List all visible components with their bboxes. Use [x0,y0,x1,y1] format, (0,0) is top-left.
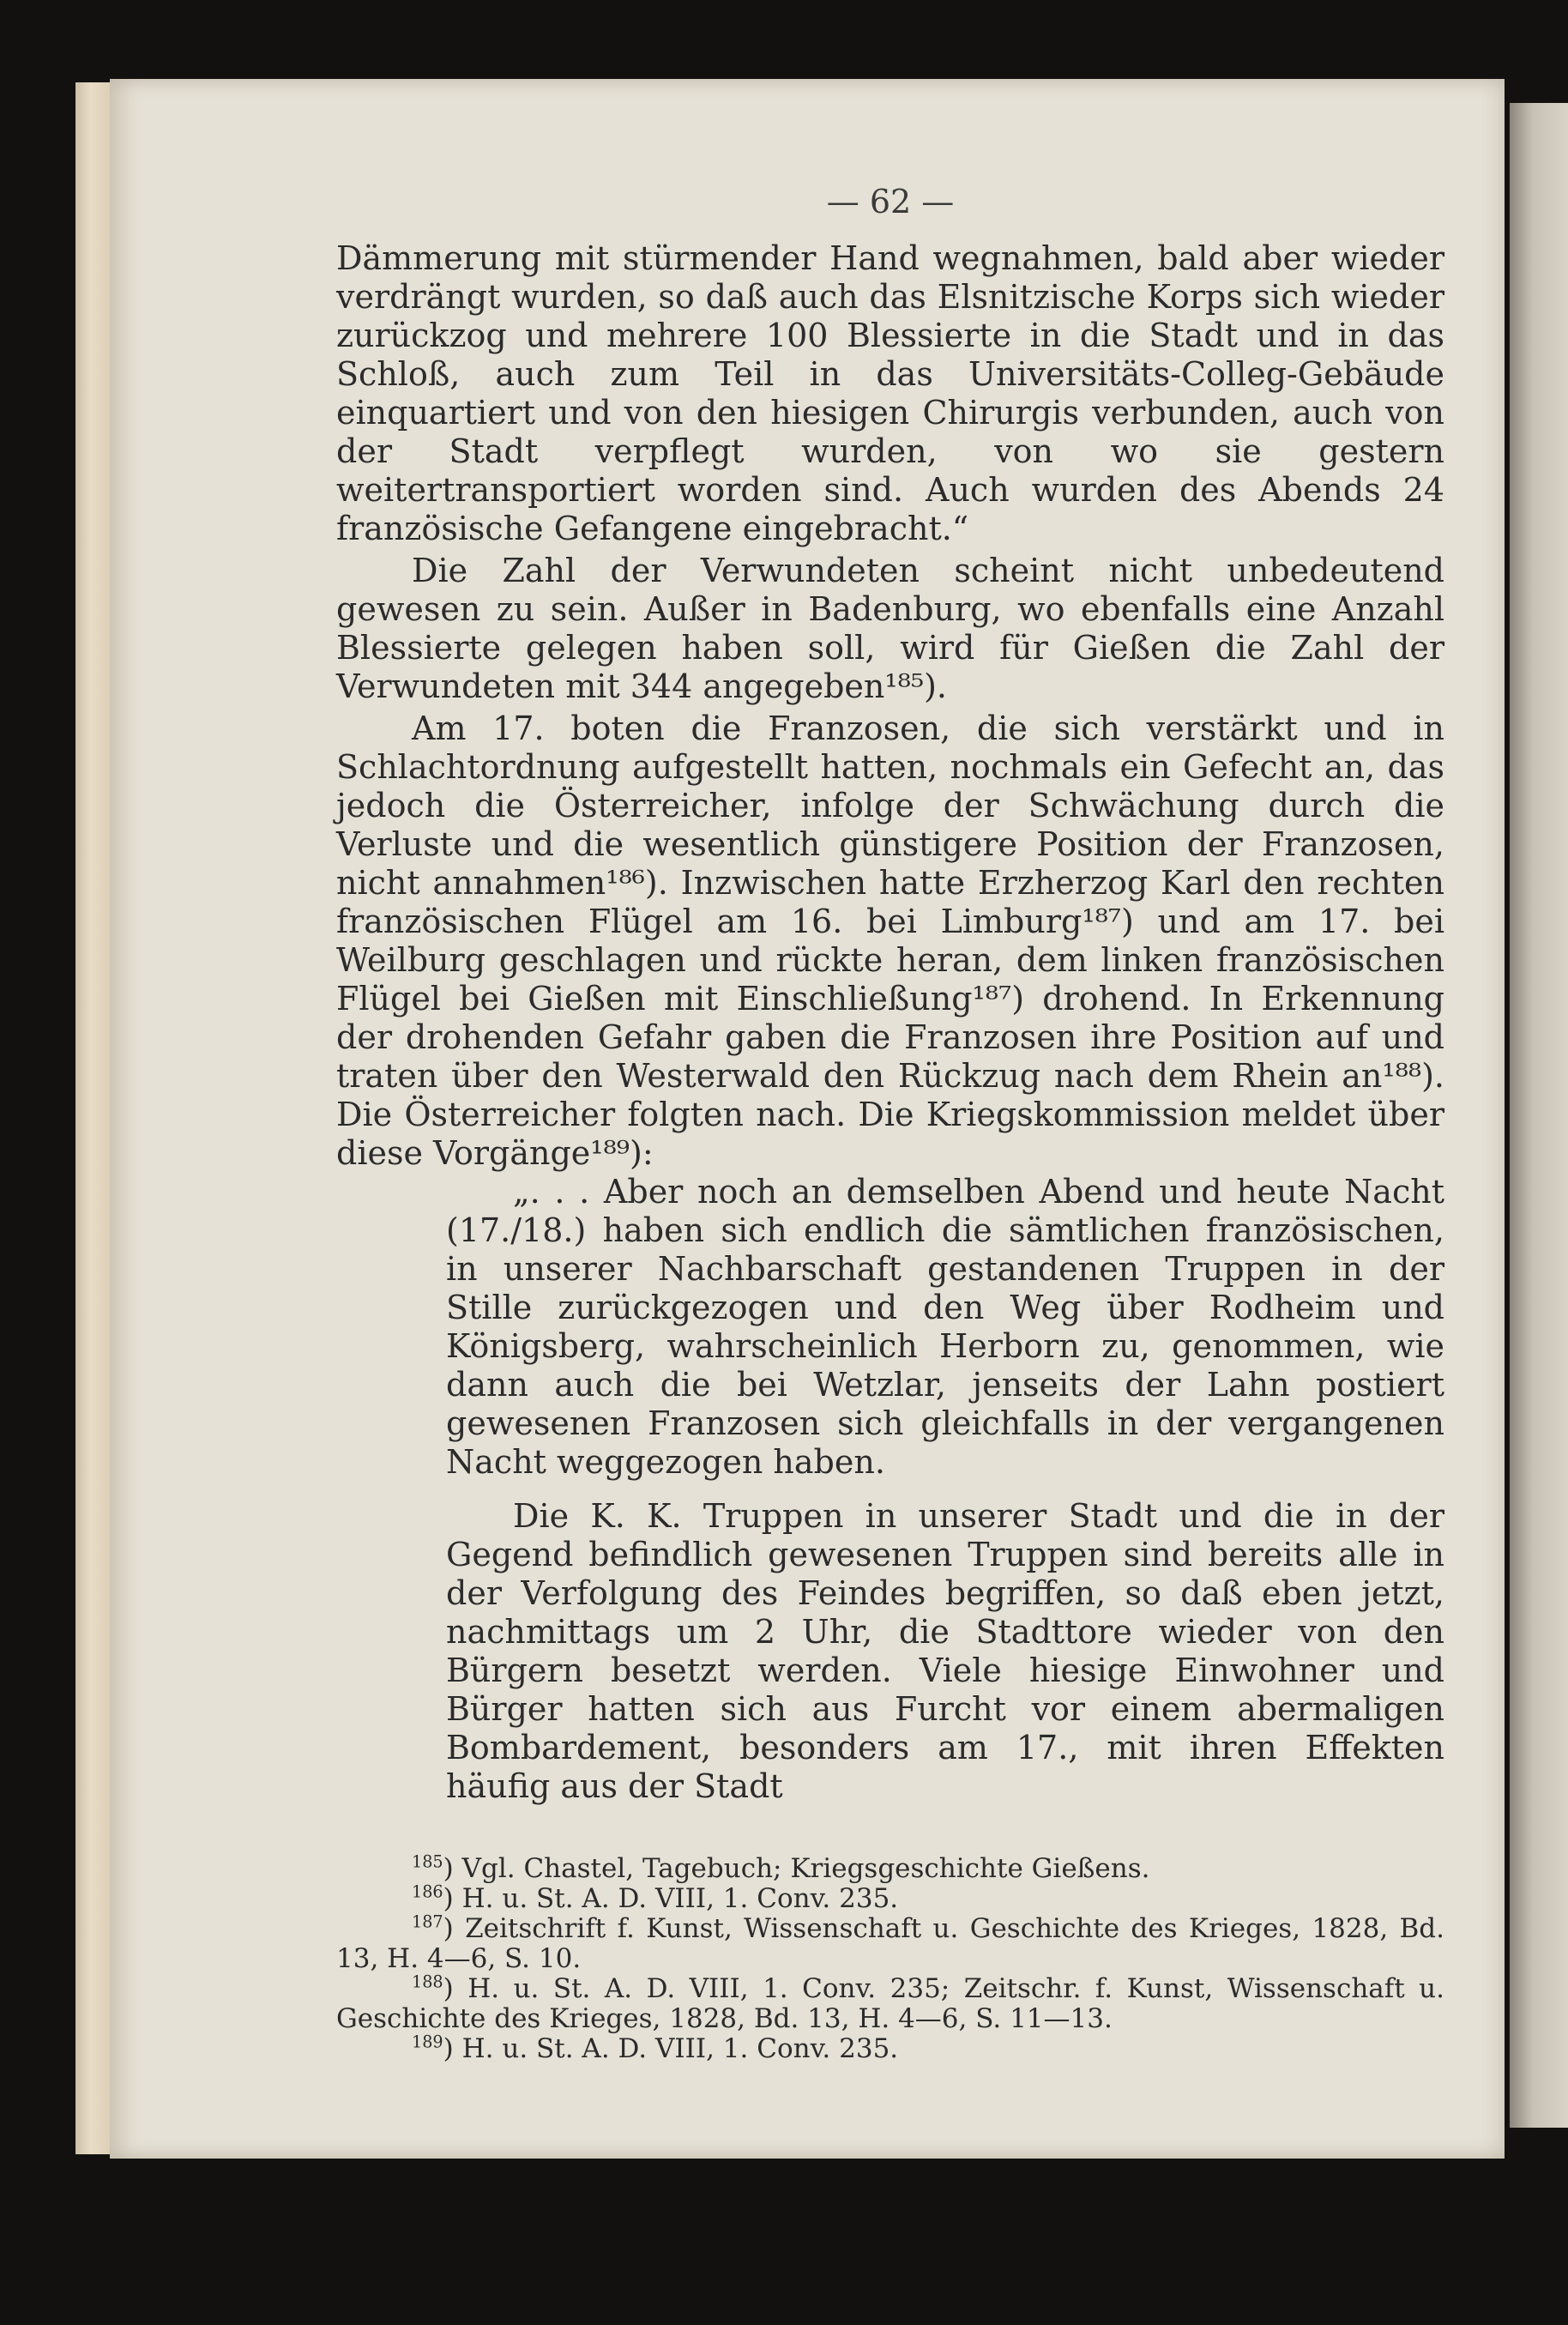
footnote-number: 186 [412,1881,443,1902]
page-content [336,176,1444,2064]
footnote-text: H. u. St. A. D. VIII, 1. Conv. 235. [461,2033,899,2064]
page-number: — 62 — [826,183,955,220]
footnote-186: $^{186}$) H. u. St. A. D. VIII, 1. Conv. 235. [412,1881,899,1914]
footnote-text: H. u. St. A. D. VIII, 1. Conv. 235. [461,1883,899,1914]
footnote-185: $^{185}$) Vgl. Chastel, Tagebuch; Kriegsgeschichte Gießens. [412,1851,1150,1884]
paragraph-1: Dämmerung mit stürmender Hand wegnahmen, bald aber wieder verdrängt wurden, so daß auch das Elsnitzische Korps sich wieder zurückzog und mehrere 100 Blessierte in die Stadt und in das Schloß, auch zum Teil in das Universitäts-Colleg-Gebäude einquartiert und von den hiesigen Chirurgis verbunden, auch von der Stadt verpflegt wurden, von wo sie gestern weitertransportiert worden sind. Auch wurden des Abends 24 französische Gefangene eingebracht.“ [336,239,1444,547]
footnotes [336,1851,1444,2064]
footnote-187: $^{187}$) Zeitschrift f. Kunst, Wissenschaft u. Geschichte des Krieges, 1828, Bd. 13, H. 4—6, S. 10. [336,1911,1444,1974]
footnote-number: 189 [412,2032,443,2052]
paragraph-2: Die Zahl der Verwundeten scheint nicht unbedeutend gewesen zu sein. Außer in Badenburg, wo ebenfalls eine Anzahl Blessierte gelegen haben soll, wird für Gießen die Zahl der Verwundeten mit 344 angegeben¹⁸⁵). [336,552,1444,705]
next-page-edge [1510,103,1568,2128]
quote-paragraph-2: Die K. K. Truppen in unserer Stadt und die in der Gegend befindlich gewesenen Truppen sind bereits alle in der Verfolgung des Feindes begriffen, so daß eben jetzt, nachmittags um 2 Uhr, die Stadttore wieder von den Bürgern besetzt werden. Viele hiesige Einwohner und Bürger hatten sich aus Furcht vor einem abermaligen Bombardement, besonders am 17., mit ihren Effekten häufig aus der Stadt [446,1497,1444,1805]
paragraph-3: Am 17. boten die Franzosen, die sich verstärkt und in Schlachtordnung aufgestellt hatten, nochmals ein Gefecht an, das jedoch die Österreicher, infolge der Schwächung durch die Verluste und die wesentlich günstigere Position der Franzosen, nicht annahmen¹⁸⁶). Inzwischen hatte Erzherzog Karl den rechten französischen Flügel am 16. bei Limburg¹⁸⁷) und am 17. bei Weilburg geschlagen und rückte heran, dem linken französischen Flügel bei Gießen mit Einschließung¹⁸⁷) drohend. In Erkennung der drohenden Gefahr gaben die Franzosen ihre Position auf und traten über den Westerwald den Rückzug nach dem Rhein an¹⁸⁸). Die Österreicher folgten nach. Die Kriegskommission meldet über diese Vorgänge¹⁸⁹): [336,710,1444,1172]
quote-block [446,1173,1444,1806]
footnote-189: $^{189}$) H. u. St. A. D. VIII, 1. Conv. 235. [412,2032,899,2064]
footnote-text: H. u. St. A. D. VIII, 1. Conv. 235; Zeitschr. f. Kunst, Wissenschaft u. Geschichte des Krieges, 1828, Bd. 13, H. 4—6, S. 11—13. [336,1973,1444,2034]
footnote-number: 187 [412,1911,443,1932]
footnote-188: $^{188}$) H. u. St. A. D. VIII, 1. Conv. 235; Zeitschr. f. Kunst, Wissenschaft u. Geschichte des Krieges, 1828, Bd. 13, H. 4—6, S. 11—13. [336,1972,1444,2034]
quote-paragraph-1: „. . . Aber noch an demselben Abend und heute Nacht (17./18.) haben sich endlich die sämtlichen französischen, in unserer Nachbarschaft gestandenen Truppen in der Stille zurückgezogen und den Weg über Rodheim und Königsberg, wahrscheinlich Herborn zu, genommen, wie dann auch die bei Wetzlar, jenseits der Lahn postiert gewesenen Franzosen sich gleichfalls in der vergangenen Nacht weggezogen haben. [446,1173,1444,1481]
footnote-number: 188 [412,1972,443,1992]
footnote-text: Zeitschrift f. Kunst, Wissenschaft u. Geschichte des Krieges, 1828, Bd. 13, H. 4—6, S. 10. [336,1913,1444,1974]
book-edge [75,82,113,2154]
footnote-text: Vgl. Chastel, Tagebuch; Kriegsgeschichte Gießens. [461,1853,1150,1884]
footnote-number: 185 [412,1851,443,1872]
